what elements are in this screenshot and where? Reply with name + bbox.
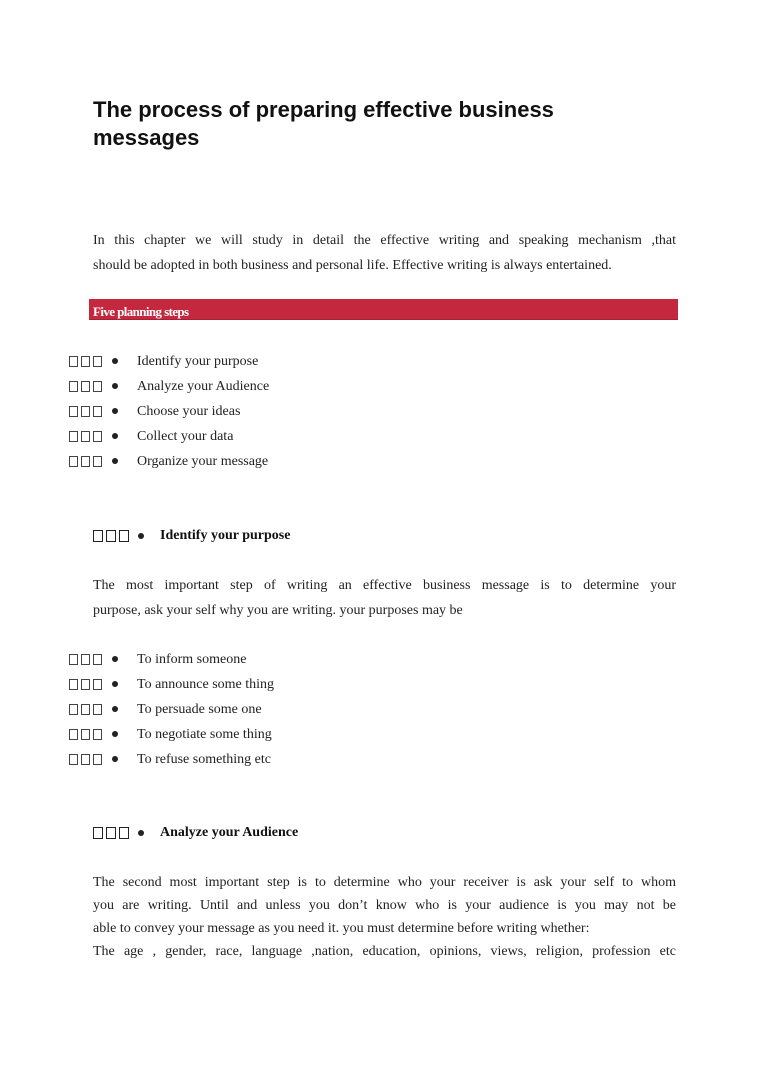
list-item — [0, 697, 500, 722]
section-heading-label: Identify your purpose — [160, 528, 291, 543]
bullet-icon — [69, 678, 118, 690]
bullet-icon — [69, 430, 118, 442]
list-item-label: To negotiate some thing — [137, 727, 272, 742]
audience-line-1: The second most important step is to determine who your receiver is ask your self to whom — [93, 875, 676, 890]
purpose-line-1: The most important step of writing an effective business message is to determine your — [93, 578, 676, 593]
audience-line-4: The age , gender, race, language ,nation, education, opinions, views, religion, profession etc — [93, 944, 676, 959]
bullet-icon — [69, 380, 118, 392]
title-line-1: The process of preparing effective business — [93, 97, 554, 122]
list-item-label: Analyze your Audience — [137, 379, 270, 394]
bullet-icon — [69, 728, 118, 740]
bullet-icon — [69, 455, 118, 467]
list-item-label: To persuade some one — [137, 702, 262, 717]
list-item — [0, 349, 500, 374]
page-title — [93, 96, 653, 152]
intro-line-1: In this chapter we will study in detail the effective writing and speaking mechanism ,that — [93, 233, 676, 248]
purpose-line-2: purpose, ask your self why you are writing. your purposes may be — [93, 603, 463, 618]
section-heading-audience — [93, 822, 493, 844]
list-item-label: To inform someone — [137, 652, 247, 667]
list-item-label: To refuse something etc — [137, 752, 271, 767]
bullet-icon — [69, 653, 118, 665]
bullet-icon — [69, 355, 118, 367]
list-item — [0, 747, 500, 772]
intro-paragraph — [93, 228, 676, 278]
list-item — [0, 424, 500, 449]
list-item — [0, 399, 500, 424]
list-item — [0, 722, 500, 747]
bullet-icon — [93, 530, 144, 542]
bullet-icon — [69, 405, 118, 417]
purpose-paragraph — [93, 573, 676, 623]
list-item-label: Choose your ideas — [137, 404, 241, 419]
section-banner: Five planning steps — [89, 299, 678, 320]
list-item-label: Collect your data — [137, 429, 234, 444]
bullet-icon — [69, 753, 118, 765]
title-line-2: messages — [93, 125, 200, 150]
planning-steps-list — [0, 349, 500, 474]
list-item-label: To announce some thing — [137, 677, 275, 692]
audience-paragraph — [93, 871, 676, 963]
section-heading-label: Analyze your Audience — [160, 825, 299, 840]
intro-line-2: should be adopted in both business and personal life. Effective writing is always entertained. — [93, 258, 612, 273]
bullet-icon — [69, 703, 118, 715]
list-item — [0, 449, 500, 474]
list-item — [0, 647, 500, 672]
purposes-list — [0, 647, 500, 772]
list-item-label: Identify your purpose — [137, 354, 259, 369]
audience-line-2: you are writing. Until and unless you don’t know who is your audience is you may not be — [93, 898, 676, 913]
bullet-icon — [93, 827, 144, 839]
section-heading-purpose — [93, 525, 493, 547]
list-item-label: Organize your message — [137, 454, 269, 469]
list-item — [0, 374, 500, 399]
audience-line-3: able to convey your message as you need it. you must determine before writing whether: — [93, 921, 590, 936]
list-item — [0, 672, 500, 697]
